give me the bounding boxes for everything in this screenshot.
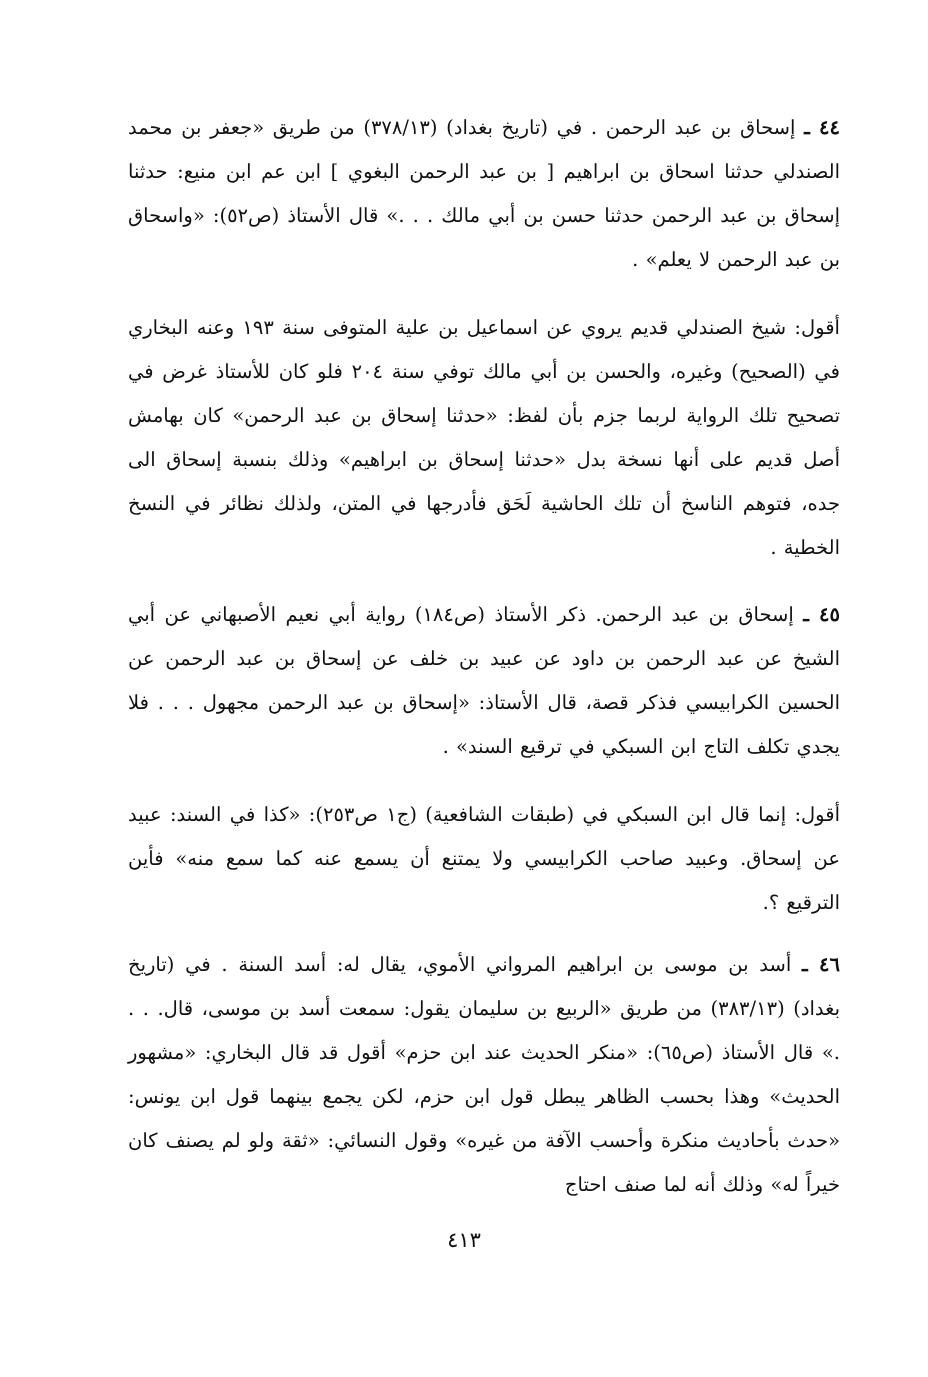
entry-45-paragraph [128,593,840,769]
entry-number: ٤٤ ـ [804,116,840,139]
paragraph [128,793,840,925]
paragraph [128,306,840,570]
paragraph-text: إسحاق بن عبد الرحمن. ذكر الأستاذ (ص١٨٤) رواية أبي نعيم الأصبهاني عن أبي الشيخ عن عبد الرحمن بن داود عن عبيد بن خلف عن إسحاق بن عبد الرحمن عن الحسين الكرابيسي فذكر قصة، قال الأستاذ: «إسحاق بن عبد الرحمن مجهول . . . فلا يجدي تكلف التاج ابن السبكي في ترقيع السند» . [128,603,840,758]
entry-number: ٤٦ ـ [802,953,840,976]
page-number: ٤١٣ [447,1228,481,1252]
entry-46-paragraph [128,943,840,1207]
entry-44-paragraph [128,106,840,282]
paragraph [128,593,840,769]
paragraph-text: أقول: شيخ الصندلي قديم يروي عن اسماعيل بن علية المتوفى سنة ١٩٣ وعنه البخاري في (الصحيح) وغيره، والحسن بن أبي مالك توفي سنة ٢٠٤ فلو كان للأستاذ غرض في تصحيح تلك الرواية لربما جزم بأن لفظ: «حدثنا إسحاق بن عبد الرحمن» كان بهامش أصل قديم على أنها نسخة بدل «حدثنا إسحاق بن ابراهيم» وذلك بنسبة إسحاق الى جده، فتوهم الناسخ أن تلك الحاشية لَحَق فأدرجها في المتن، ولذلك نظائر في النسخ الخطية . [128,316,840,559]
paragraph-text: أقول: إنما قال ابن السبكي في (طبقات الشافعية) (ج١ ص٢٥٣): «كذا في السند: عبيد عن إسحاق. وعبيد صاحب الكرابيسي ولا يمتنع أن يسمع عنه كما سمع منه» فأين الترقيع ؟. [128,803,840,914]
entry-number: ٤٥ ـ [803,603,840,626]
entry-44-response-paragraph [128,306,840,570]
paragraph [128,106,840,282]
paragraph [128,943,840,1207]
paragraph-text: أسد بن موسى بن ابراهيم المرواني الأموي، يقال له: أسد السنة . في (تاريخ بغداد) (٣٨٣/١٣) من طريق «الربيع بن سليمان يقول: سمعت أسد بن موسى، قال. . . .» قال الأستاذ (ص٦٥): «منكر الحديث عند ابن حزم» أقول قد قال البخاري: «مشهور الحديث» وهذا بحسب الظاهر يبطل قول ابن حزم، لكن يجمع بينهما قول ابن يونس: «حدث بأحاديث منكرة وأحسب الآفة من غيره» وقول النسائي: «ثقة ولو لم يصنف كان خيراً له» وذلك أنه لما صنف احتاج [128,953,840,1196]
entry-45-response-paragraph [128,793,840,925]
paragraph-text: إسحاق بن عبد الرحمن . في (تاريخ بغداد) (٣٧٨/١٣) من طريق «جعفر بن محمد الصندلي حدثنا اسحاق بن ابراهيم [ بن عبد الرحمن البغوي ] ابن عم ابن منيع: حدثنا إسحاق بن عبد الرحمن حدثنا حسن بن أبي مالك . . .» قال الأستاذ (ص٥٢): «واسحاق بن عبد الرحمن لا يعلم» . [128,116,841,271]
